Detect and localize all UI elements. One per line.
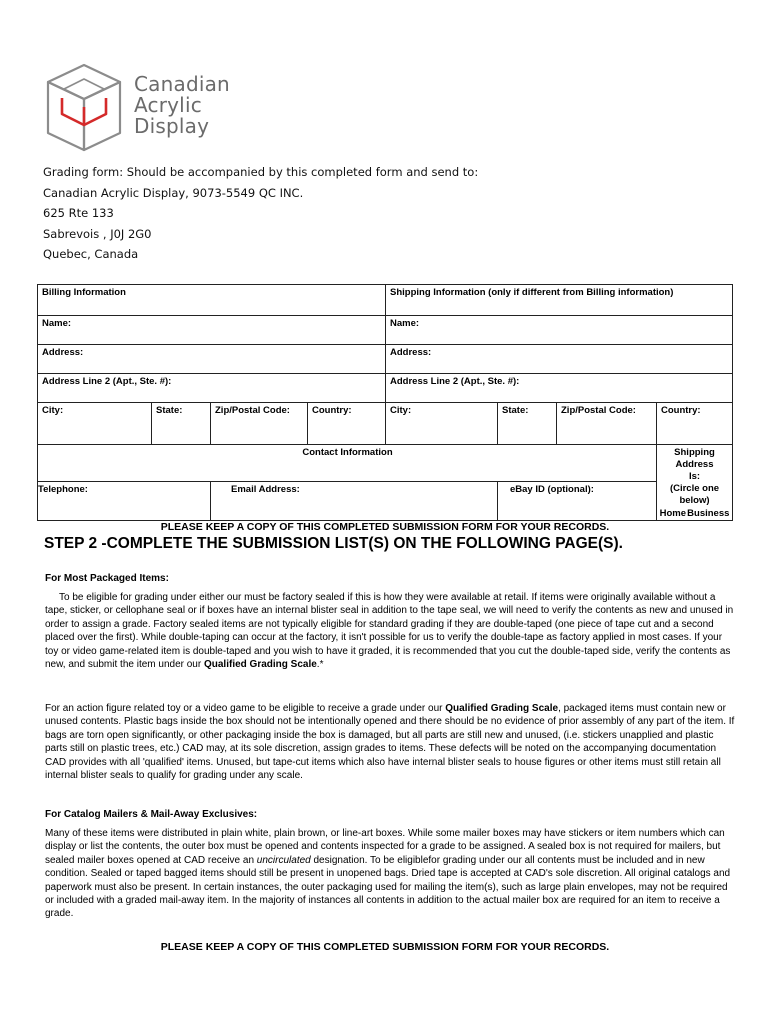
packaged-p2-text-b: , packaged items must contain new or unused contents. Plastic bags inside the box should not be intentionally opened and there should be no evidence of prior assembly of any part of the item. If bags are torn open significantly, or other packaging inside the box is damaged, but all parts are still new and unused, (i.e. stickers unapplied and plastic parts still on plastic trees, etc.) CAD may, at its sole discretion, assign grades to items. These defects will be noted on the accompanying documentation CAD provides with all 'qualified' items. Unused, but tape-cut items which also have internal blister seals to house figures or other items must still retain all internal blister seals to qualify for grading under any scale. (45, 703, 735, 782)
packaged-p1-end: .* (316, 659, 324, 671)
billing-address2-field[interactable]: Address Line 2 (Apt., Ste. #): (38, 374, 386, 403)
ebay-id-field[interactable]: eBay ID (optional): (498, 481, 657, 520)
acrylic-cube-icon (40, 62, 132, 154)
address-company: Canadian Acrylic Display, 9073-5549 QC INC. (43, 185, 304, 200)
packaged-items-paragraph-2 (45, 702, 735, 782)
keep-copy-note-bottom: PLEASE KEEP A COPY OF THIS COMPLETED SUBMISSION FORM FOR YOUR RECORDS. (160, 941, 610, 953)
billing-city-field[interactable]: City: (38, 403, 152, 445)
home-option[interactable]: Home (659, 508, 686, 519)
billing-name-field[interactable]: Name: (38, 316, 386, 345)
qualified-grading-scale-term-2: Qualified Grading Scale (445, 703, 559, 714)
ship-addr-line3: (Circle one below) (669, 483, 720, 506)
address-country: Quebec, Canada (43, 247, 139, 261)
ship-addr-line1: Shipping Address (674, 447, 715, 470)
shipping-state-field[interactable]: State: (498, 403, 557, 445)
shipping-name-field[interactable]: Name: (386, 316, 733, 345)
logo-line-canadian: Canadian (134, 72, 230, 96)
shipping-city-field[interactable]: City: (386, 403, 498, 445)
logo-line-acrylic: Acrylic (134, 93, 202, 117)
billing-zip-field[interactable]: Zip/Postal Code: (211, 403, 308, 445)
qualified-grading-scale-term: Qualified Grading Scale (203, 659, 317, 671)
shipping-address-type (657, 445, 733, 521)
keep-copy-note-top: PLEASE KEEP A COPY OF THIS COMPLETED SUBMISSION FORM FOR YOUR RECORDS. (160, 521, 610, 533)
mailers-text-b: designation. To be eligiblefor grading under our all contents must be included and in new condition. Sealed or taped bagged items should still be present in unopened bags. Dried tape is accepted at CAD's sole discretion. All original catalogs and paperwork must also be present. In certain instances, the outer packaging used for mailing the item(s), such as large plain envelopes, may not be required or included with a graded mail-away item. In the majority of instances all contents in addition to the actual mailer box are required for an item to receive a grade. (45, 854, 731, 920)
email-field[interactable]: Email Address: (211, 481, 498, 520)
logo-line-display: Display (134, 114, 210, 138)
contact-header: Contact Information (38, 445, 657, 482)
uncirculated-term: uncirculated (256, 854, 311, 866)
shipping-header: Shipping Information (only if different from Billing information) (386, 285, 733, 316)
billing-address-field[interactable]: Address: (38, 345, 386, 374)
address-city: Sabrevois , J0J 2G0 (43, 226, 152, 241)
packaged-p1-text: To be eligible for grading under either our must be factory sealed if this is how they were available at retail. If items were originally available without a tape, sticker, or cellophane seal or if boxes have an internal blister seal in addition to the tape seal, we will need to verify the contents as new and unused in order to assign a grade. Factory sealed items are not typically eligible for standard grading if they are double-taped (one piece of tape cut and a second placed over the first). While double-taping can occur at the factory, it isn't possible for us to verify the double-tape as factory applied in most cases. If your toy or video game-related item is double-taped and you wish to have it graded, it is recommended that you cut the double-taped side, verify the contents as new, and submit the item under our (45, 592, 734, 671)
billing-header: Billing Information (38, 285, 386, 316)
address-street: 625 Rte 133 (43, 206, 114, 220)
logo-wordmark (134, 74, 230, 137)
telephone-field[interactable]: Telephone: (38, 481, 211, 520)
ship-addr-line2: Is: (688, 471, 701, 482)
packaged-items-paragraph-1 (45, 591, 735, 671)
company-logo (40, 62, 240, 154)
catalog-mailers-heading: For Catalog Mailers & Mail-Away Exclusives: (45, 809, 258, 820)
mailing-address-block (43, 162, 478, 265)
billing-country-field[interactable]: Country: (308, 403, 386, 445)
submission-form-table (37, 284, 733, 521)
catalog-mailers-paragraph (45, 827, 735, 921)
business-option[interactable]: Business (687, 508, 730, 519)
shipping-address-field[interactable]: Address: (386, 345, 733, 374)
packaged-items-heading: For Most Packaged Items: (45, 573, 169, 584)
shipping-country-field[interactable]: Country: (657, 403, 733, 445)
mailers-text-a: Many of these items were distributed in plain white, plain brown, or line-art boxes. While some mailer boxes may have stickers or item numbers which can display or list the contents, the outer box must be opened and contents inspected for a grade to be assigned. A sealed box is not required for mailers, but sealed mailer boxes opened at CAD receive an (45, 828, 725, 866)
step2-heading: STEP 2 -COMPLETE THE SUBMISSION LIST(S) ON THE FOLLOWING PAGE(S). (44, 535, 623, 552)
shipping-address2-field[interactable]: Address Line 2 (Apt., Ste. #): (386, 374, 733, 403)
billing-state-field[interactable]: State: (152, 403, 211, 445)
address-intro: Grading form: Should be accompanied by this completed form and send to: (43, 165, 479, 179)
shipping-zip-field[interactable]: Zip/Postal Code: (557, 403, 657, 445)
packaged-p2-text-a: For an action figure related toy or a video game to be eligible to receive a grade under our (45, 703, 446, 714)
